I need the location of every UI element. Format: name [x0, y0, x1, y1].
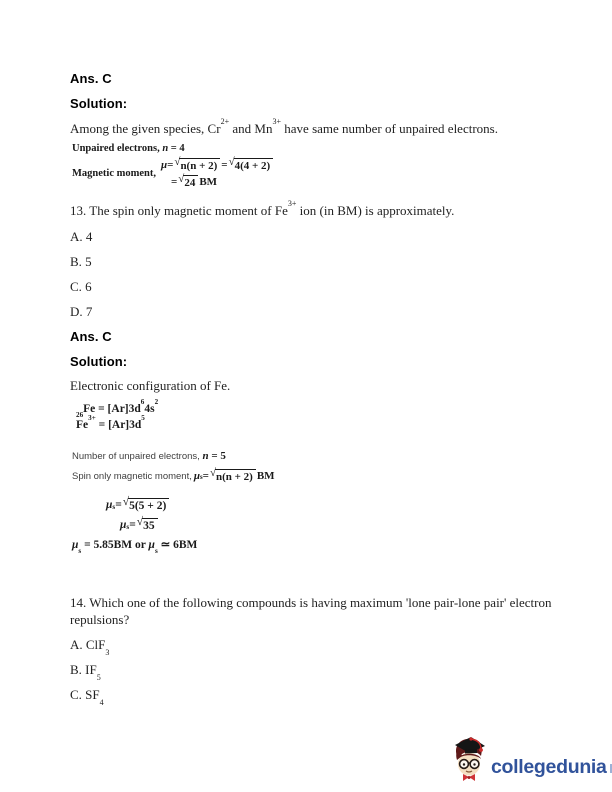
option-q13-c: C. 6: [70, 279, 92, 294]
mascot-icon: [452, 736, 488, 784]
logo-wordmark: collegedunia: [491, 755, 607, 778]
sqrt-icon: √: [136, 515, 144, 528]
mu-equation-2: μ $_s$ = √ 35: [120, 518, 197, 533]
mu-equations: [72, 496, 198, 556]
sqrt-icon: √: [228, 156, 235, 168]
formula-mu-line2: = √ 24 BM: [170, 173, 218, 190]
question-14: 14. Which one of the following compounds is having maximum 'lone pair-lone pair' electron repulsions?: [70, 595, 552, 627]
solution-text-q13: Electronic configuration of Fe.: [70, 378, 231, 393]
solution-heading-q12: Solution:: [70, 96, 128, 111]
sqrt-icon: √: [209, 467, 216, 479]
option-q13-d: D. 7: [70, 304, 93, 319]
fe-config-line1: $_{26}Fe = [Ar]3d^64s^2$: [76, 397, 159, 420]
mu-equation-1: μ $_s$ = √ 5(5 + 2): [106, 498, 197, 513]
option-q14-a: A. ClF$_3$: [70, 637, 110, 657]
option-q14-c: C. $SF_4$: [70, 687, 104, 707]
sqrt-icon: √: [178, 173, 185, 186]
formula-magnetic-moment: [72, 143, 274, 189]
formula-unpaired-electrons: Unpaired electrons, n = 4: [72, 143, 185, 154]
option-q13-b: B. 5: [70, 254, 92, 269]
unpaired-electrons-line: Number of unpaired electrons, n = 5: [72, 450, 226, 462]
fe-configuration: [76, 397, 159, 433]
sqrt-icon: √: [122, 496, 130, 508]
question-13: 13. The spin only magnetic moment of $Fe^{3+}$ ion (in BM) is approximately.: [70, 198, 455, 218]
spin-moment-line: Spin only magnetic moment, μ $_s$ = √ n(n + 2) BM: [72, 467, 275, 483]
option-q13-a: A. 4: [70, 229, 93, 244]
fe-config-line2: $Fe^{3+} = [Ar]3d^5$: [76, 413, 145, 431]
collegedunia-logo: [452, 736, 612, 784]
answer-label-q13: Ans. C: [70, 329, 112, 344]
formula-mu-line1: μ = √ n(n + 2) = √ 4(4 + 2): [161, 158, 274, 172]
solution-text-q12: Among the given species, $Cr^{2+}$ and $Mn^{3+}$ have same number of unpaired electrons.: [70, 116, 498, 136]
solution-heading-q13: Solution:: [70, 354, 128, 369]
logo-registered-mark: [610, 764, 612, 773]
answer-label-q12: Ans. C: [70, 71, 112, 86]
sqrt-icon: √: [174, 156, 181, 168]
mu-equation-3: $\mu_s = 5.85BM$ or $\mu_s$ ≃ 6BM: [72, 539, 198, 556]
option-q14-b: B. $IF_5$: [70, 662, 101, 682]
formula-label: Magnetic moment,: [72, 168, 156, 180]
